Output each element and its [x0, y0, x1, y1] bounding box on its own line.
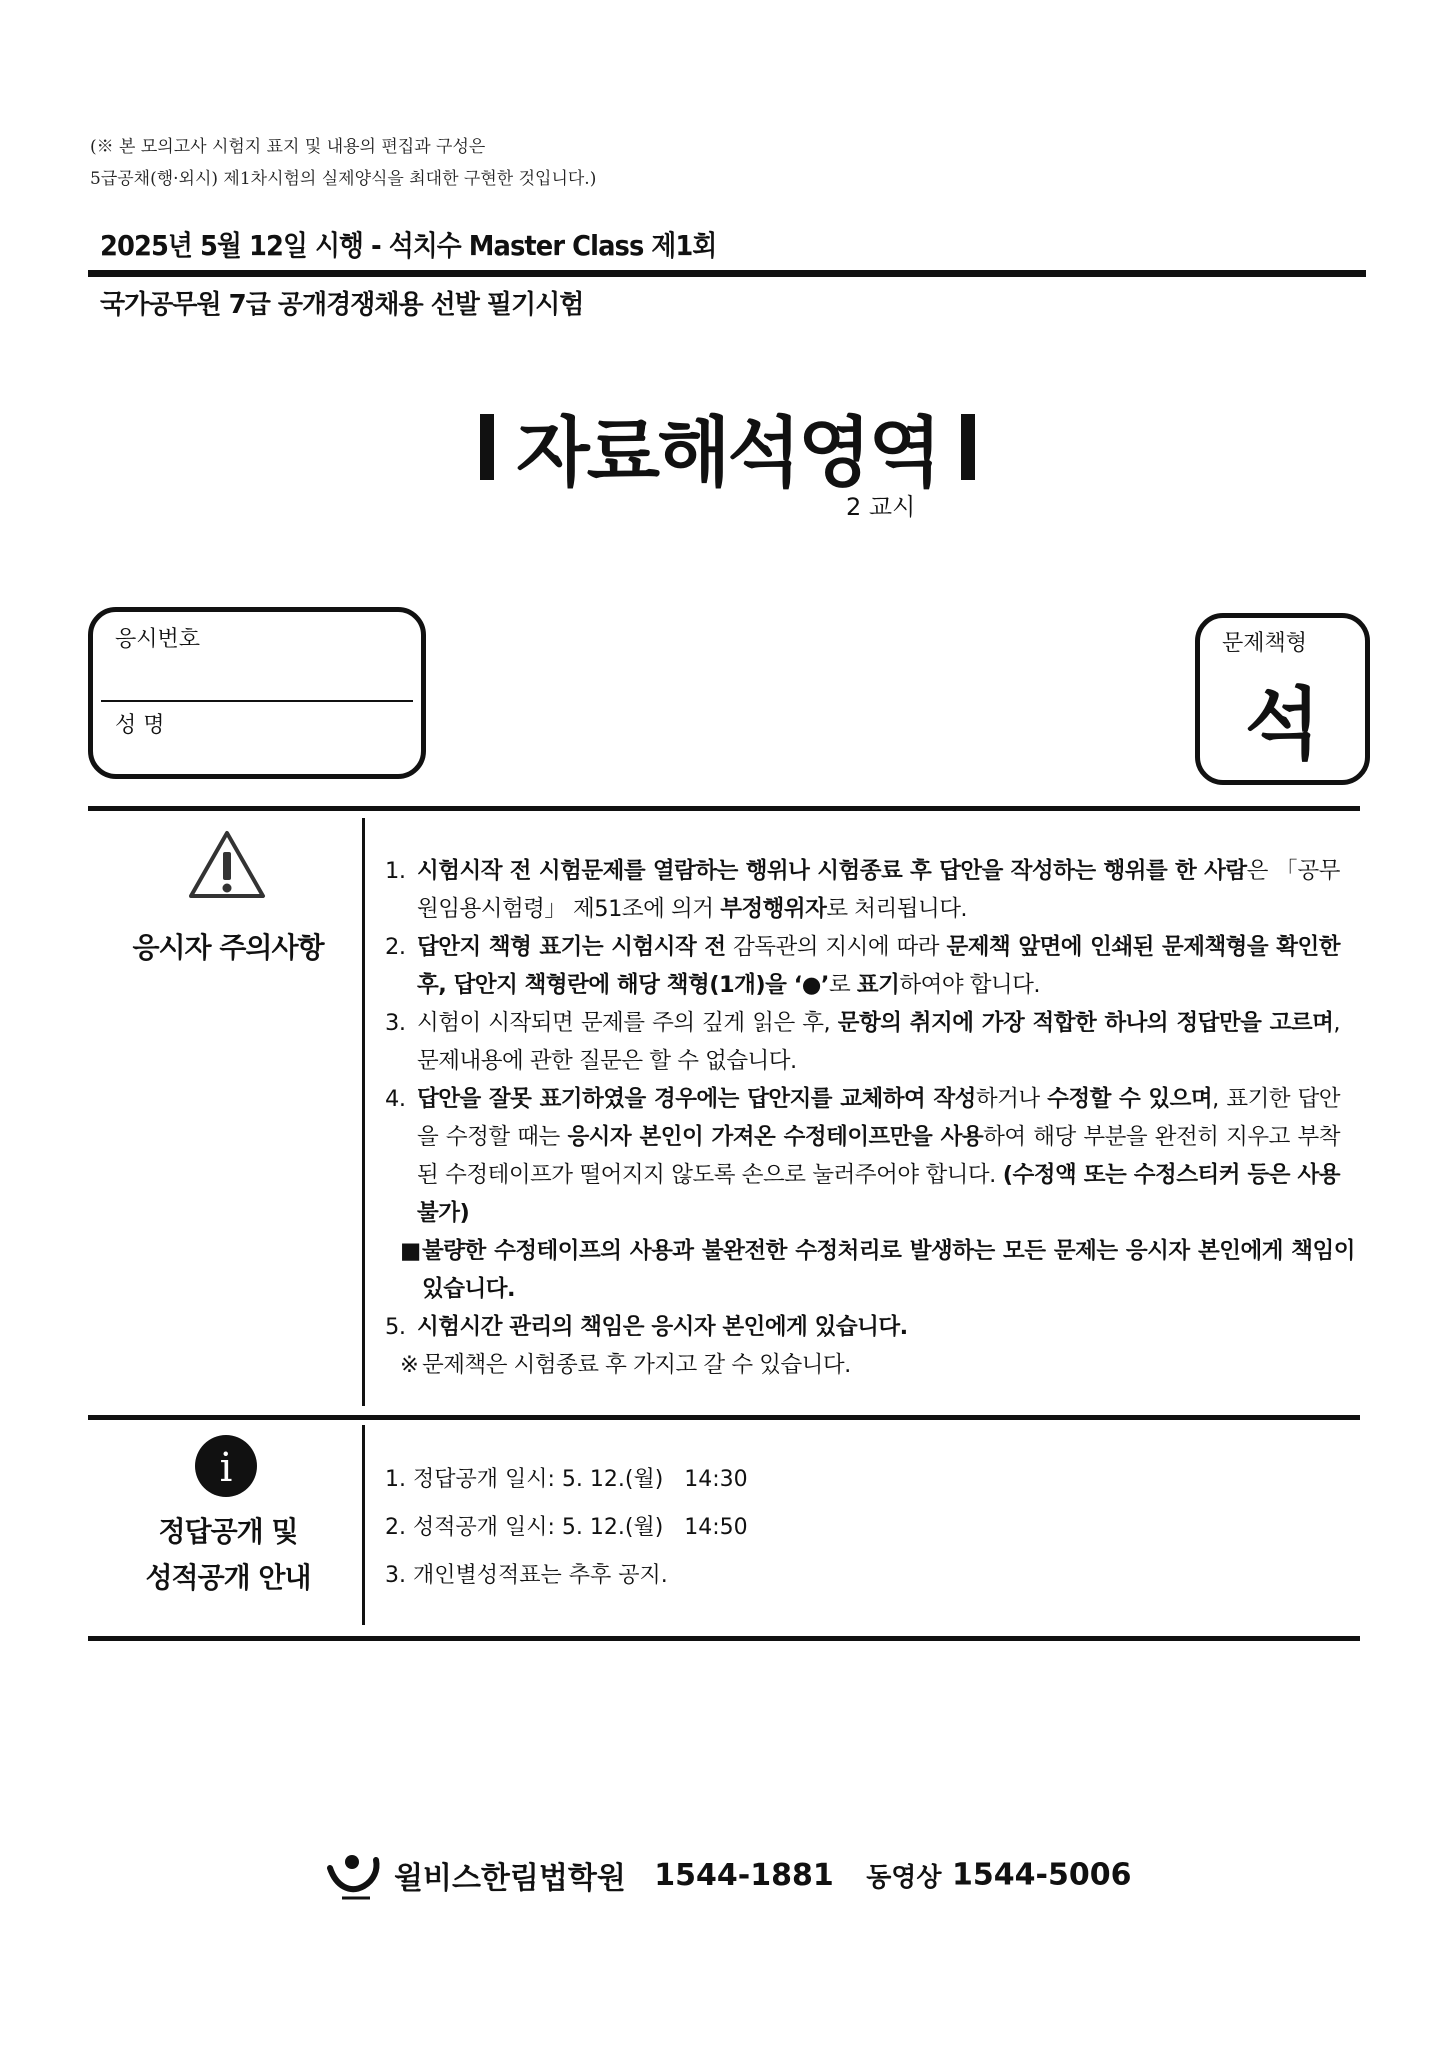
caution-item-text — [422, 1346, 1355, 1384]
caution-top-rule — [88, 806, 1360, 811]
caution-item-number: 1. — [385, 858, 406, 884]
candidate-id-box — [88, 607, 426, 779]
booklet-type-value: 석 — [1244, 680, 1321, 770]
caution-item-text — [417, 1080, 1340, 1232]
caution-item-text — [417, 928, 1340, 1004]
caution-item-text — [417, 1004, 1340, 1080]
caution-item — [385, 1080, 1340, 1232]
footer — [0, 1850, 1455, 1900]
caution-item-number: 5. — [385, 1314, 406, 1340]
info-item-1: 1. 정답공개 일시: 5. 12.(월) 14:30 — [385, 1467, 748, 1492]
caution-text-part: 하여야 합니다. — [899, 972, 1041, 998]
caution-text-part: 부정행위자 — [720, 896, 827, 922]
caution-text-part: 응시자 본인이 가져온 수정테이프만을 사용 — [567, 1124, 984, 1150]
caution-text-part: 감독관의 지시에 따라 — [725, 934, 947, 960]
caution-item-number: ■ — [400, 1238, 421, 1264]
exam-number-label: 응시번호 — [115, 627, 201, 652]
caution-text-part: 답안지 책형 표기는 시험시작 전 — [417, 934, 726, 960]
period-label: 2 교시 — [846, 493, 916, 521]
title-bar-left — [480, 414, 494, 480]
caution-item — [400, 1346, 1355, 1384]
caution-text-part: , 문제내용에 관한 질문은 할 수 없습니다. — [417, 1010, 1340, 1074]
caution-text-part: 하거나 — [975, 1086, 1048, 1112]
caution-item-number: 4. — [385, 1086, 406, 1112]
info-bottom-rule — [88, 1636, 1360, 1641]
caution-item-text — [417, 1308, 1340, 1346]
caution-text-part: 불량한 수정테이프의 사용과 불완전한 수정처리로 발생하는 모든 문제는 응시자 본인에게 책임이 있습니다. — [422, 1238, 1355, 1302]
brand-phone: 1544-1881 — [654, 1857, 834, 1893]
warning-icon — [187, 828, 267, 900]
video-phone: 1544-5006 — [952, 1857, 1132, 1893]
caution-item-text — [417, 852, 1340, 928]
notice-line-1: (※ 본 모의고사 시험지 표지 및 내용의 편집과 구성은 — [90, 137, 486, 157]
caution-text-part: 로 — [828, 972, 857, 998]
caution-item-number: 3. — [385, 1010, 406, 1036]
caution-text-part: 로 처리됩니다. — [826, 896, 968, 922]
caution-item-number: ※ — [400, 1352, 419, 1378]
svg-text:i: i — [219, 1445, 233, 1491]
caution-text-part: 은 「공무원임용시험령」 제51조에 의거 — [417, 858, 1340, 922]
caution-item-text — [422, 1232, 1355, 1308]
caution-text-part: 표기 — [856, 972, 900, 998]
brand-name: 윌비스한림법학원 — [393, 1861, 626, 1896]
exam-line: 2025년 5월 12일 시행 - 석치수 Master Class 제1회 — [100, 229, 717, 262]
caution-text-part: 문항의 취지에 가장 적합한 하나의 정답만을 고르며 — [837, 1010, 1334, 1036]
info-icon — [194, 1434, 258, 1498]
info-heading-line-2: 성적공개 안내 — [145, 1561, 311, 1594]
page-title: 자료해석영역 — [516, 408, 939, 497]
header-rule — [88, 270, 1366, 277]
video-label: 동영상 — [866, 1862, 942, 1893]
title-bar-right — [961, 414, 975, 480]
caution-item-number: 2. — [385, 934, 406, 960]
name-label: 성 명 — [115, 713, 165, 738]
caution-divider — [362, 818, 365, 1406]
caution-text-part: 시험시간 관리의 책임은 응시자 본인에게 있습니다. — [417, 1314, 908, 1340]
caution-text-part: 답안을 잘못 표기하였을 경우에는 답안지를 교체하여 작성 — [417, 1086, 976, 1112]
caution-text-part: 시험이 시작되면 문제를 주의 깊게 읽은 후, — [417, 1010, 838, 1036]
caution-text-part: 하여 해당 부분을 완전히 지우고 부착된 수정테이프가 떨어지지 않도록 손으로 눌러주어야 합니다. — [417, 1124, 1340, 1188]
caution-item — [400, 1232, 1355, 1308]
notice-line-2: 5급공채(행·외시) 제1차시험의 실제양식을 최대한 구현한 것입니다.) — [90, 169, 597, 189]
caution-text-part: 문제책은 시험종료 후 가지고 갈 수 있습니다. — [422, 1352, 851, 1378]
booklet-type-box — [1195, 613, 1370, 785]
caution-text-part: , 표기한 답안을 수정할 때는 — [417, 1086, 1341, 1150]
caution-text-part: (수정액 또는 수정스티커 등은 사용 불가) — [417, 1162, 1340, 1226]
info-top-rule — [88, 1415, 1360, 1420]
caution-item — [385, 928, 1340, 1004]
title-block — [0, 392, 1455, 501]
id-box-divider — [101, 700, 413, 702]
info-heading-line-1: 정답공개 및 — [158, 1515, 298, 1548]
caution-text-part: 문제책 앞면에 인쇄된 문제책형을 확인한 후, 답안지 책형란에 해당 책형(1개)을 ‘●’ — [417, 934, 1340, 998]
caution-text-part: 시험시작 전 시험문제를 열람하는 행위나 시험종료 후 답안을 작성하는 행위를 한 사람 — [417, 858, 1247, 884]
info-item-2: 2. 성적공개 일시: 5. 12.(월) 14:50 — [385, 1515, 748, 1540]
brand-logo-icon — [324, 1850, 384, 1900]
caution-item — [385, 1308, 1340, 1346]
info-item-3: 3. 개인별성적표는 추후 공지. — [385, 1563, 668, 1588]
caution-item — [385, 1004, 1340, 1080]
caution-text-part: 수정할 수 있으며 — [1047, 1086, 1213, 1112]
caution-heading: 응시자 주의사항 — [132, 931, 324, 964]
caution-item — [385, 852, 1340, 928]
booklet-type-label: 문제책형 — [1222, 631, 1308, 656]
exam-subtitle: 국가공무원 7급 공개경쟁채용 선발 필기시험 — [100, 290, 584, 320]
